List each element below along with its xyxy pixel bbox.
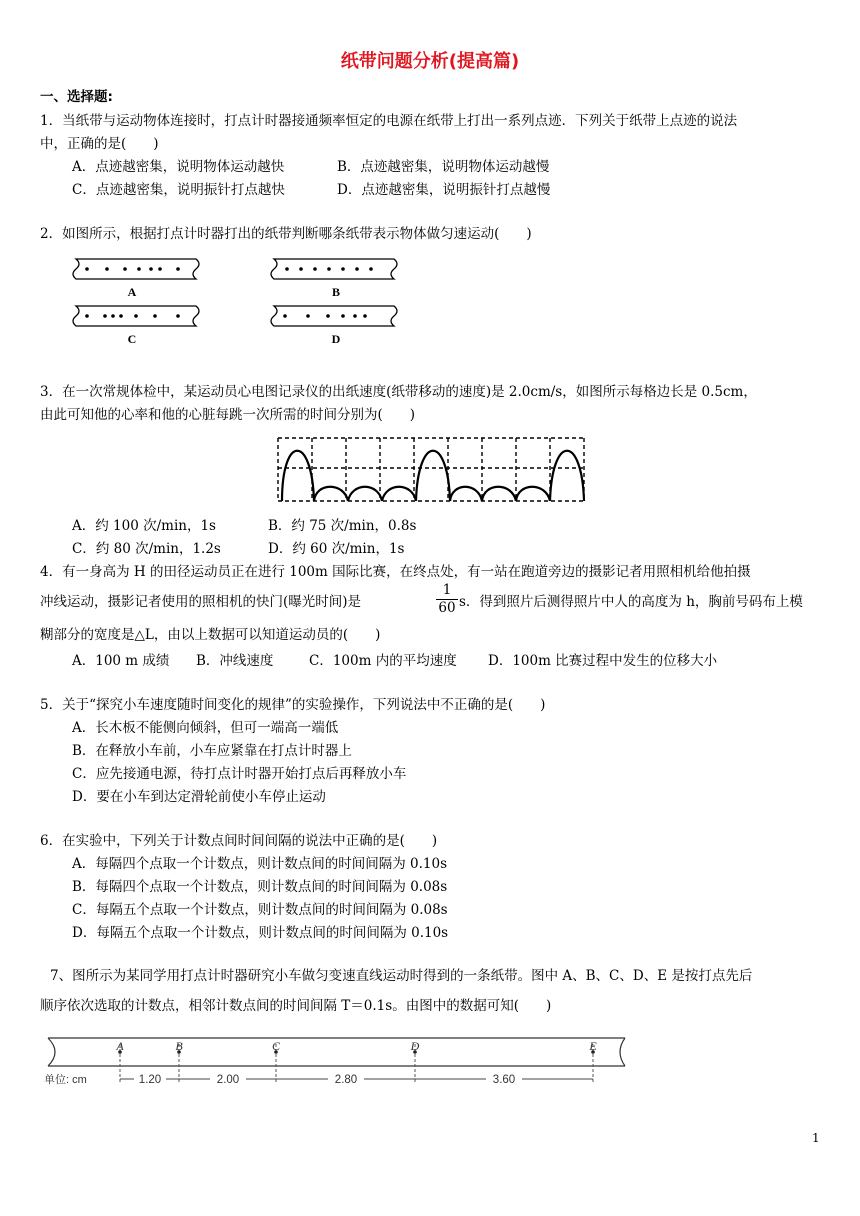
q4-option-d: D．100m 比赛过程中发生的位移大小 [488,653,718,669]
q7-unit-label: 单位: cm [44,1074,87,1086]
q7-stem-line2: 顺序依次选取的计数点，相邻计数点间的时间间隔 T＝0.1s。由图中的数据可知( ) [40,998,552,1014]
tape-d [271,306,397,326]
q4-stem-line2a: 冲线运动，摄影记者使用的照相机的快门(曝光时间)是 [40,594,362,610]
q4-stem-line1: 4．有一身高为 H 的田径运动员正在进行 100m 国际比赛，在终点处，有一站在跑道旁边的摄影记者用照相机给他拍摄 [40,564,751,580]
q7-tape-figure [40,1030,640,1100]
q7-point-a: A [116,1039,124,1053]
page-number: 1 [812,1131,820,1145]
q6-option-c: C．每隔五个点取一个计数点，则计数点间的时间间隔为 0.08s [72,902,448,918]
q6-option-b: B．每隔四个点取一个计数点，则计数点间的时间间隔为 0.08s [72,879,448,895]
q5-stem: 5．关于“探究小车速度随时间变化的规律”的实验操作，下列说法中不正确的是( ) [40,697,546,713]
q7-point-b: B [175,1039,183,1053]
tape-label-a: A [127,285,137,299]
q7-gap-cd: 2.80 [334,1074,358,1086]
q5-option-b: B．在释放小车前，小车应紧靠在打点计时器上 [72,743,352,759]
q6-option-d: D．每隔五个点取一个计数点，则计数点间的时间间隔为 0.10s [72,925,449,941]
tape-label-c: C [127,332,137,346]
q2-tapes-figure [70,255,430,355]
q4-option-a: A．100 m 成绩 [72,653,170,669]
q7-gap-de: 3.60 [492,1074,516,1086]
q1-option-b: B．点迹越密集，说明物体运动越慢 [337,159,550,175]
q3-option-a: A．约 100 次/min，1s [72,518,216,534]
tape-a [73,259,199,279]
q4-option-c: C．100m 内的平均速度 [309,653,457,669]
q3-option-b: B．约 75 次/min，0.8s [268,518,417,534]
q7-gap-ab: 1.20 [138,1074,162,1086]
q3-option-c: C．约 80 次/min，1.2s [72,541,221,557]
tape-label-b: B [331,285,341,299]
page-title: 纸带问题分析(提高篇) [340,51,520,72]
q7-point-e: E [589,1039,597,1053]
section-heading: 一、选择题: [40,89,113,105]
q1-option-c: C．点迹越密集，说明振针打点越快 [72,182,285,198]
q1-stem-line2: 中，正确的是( ) [40,136,159,152]
q6-stem: 6．在实验中，下列关于计数点间时间间隔的说法中正确的是( ) [40,833,438,849]
q3-stem-line2: 由此可知他的心率和他的心脏每跳一次所需的时间分别为( ) [40,407,416,423]
q7-point-c: C [271,1039,281,1053]
q4-stem-line3: 糊部分的宽度是△L，由以上数据可以知道运动员的( ) [40,627,381,643]
q1-option-d: D．点迹越密集，说明振针打点越慢 [337,182,551,198]
tape-label-d: D [331,332,341,346]
q3-option-d: D．约 60 次/min，1s [268,541,405,557]
tape-b [271,259,397,279]
q5-option-c: C．应先接通电源，待打点计时器开始打点后再释放小车 [72,766,407,782]
q6-option-a: A．每隔四个点取一个计数点，则计数点间的时间间隔为 0.10s [72,856,448,872]
q5-option-a: A．长木板不能侧向倾斜，但可一端高一端低 [72,720,339,736]
q5-option-d: D．要在小车到达定滑轮前使小车停止运动 [72,789,326,805]
q2-stem: 2．如图所示，根据打点计时器打出的纸带判断哪条纸带表示物体做匀速运动( ) [40,226,532,242]
q7-point-d: D [410,1039,420,1053]
q7-gap-bc: 2.00 [216,1074,240,1086]
q1-option-a: A．点迹越密集，说明物体运动越快 [72,159,285,175]
q4-fraction-numerator: 1 [442,582,452,598]
q7-stem-line1: 7、图所示为某同学用打点计时器研究小车做匀变速直线运动时得到的一条纸带。图中 A、B、C、D、E 是按打点先后 [50,968,753,984]
q4-fraction [436,582,458,617]
q3-stem-line1: 3．在一次常规体检中，某运动员心电图记录仪的出纸速度(纸带移动的速度)是 2.0cm/s，如图所示每格边长是 0.5cm， [40,384,757,400]
q3-ecg-figure [270,434,590,514]
q4-fraction-denominator: 60 [436,599,458,617]
q1-stem-line1: 1．当纸带与运动物体连接时，打点计时器接通频率恒定的电源在纸带上打出一系列点迹．下列关于纸带上点迹的说法 [40,113,738,129]
q4-stem-line2b: s．得到照片后测得照片中人的高度为 h，胸前号码布上模 [459,594,803,610]
q4-option-b: B．冲线速度 [196,653,274,669]
